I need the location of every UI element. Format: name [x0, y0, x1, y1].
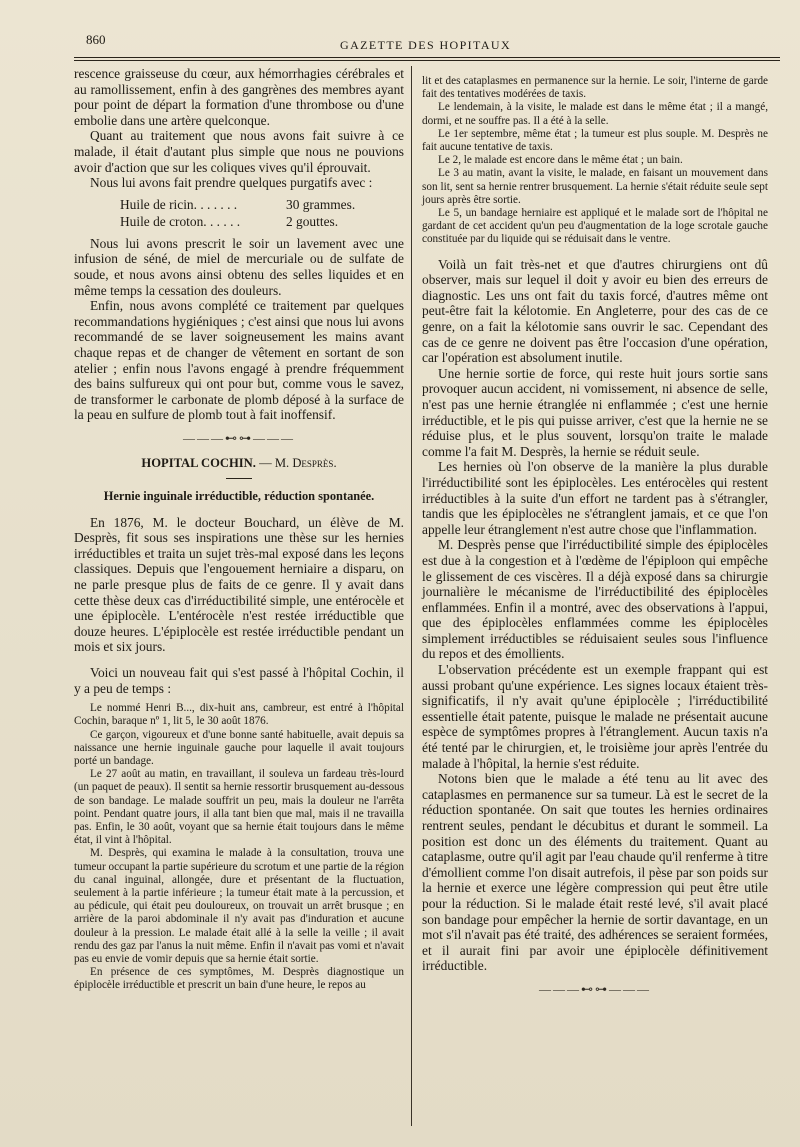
paragraph: Voilà un fait très-net et que d'autres chirurgiens ont dû observer, mais sur lequel il doit y avoir eu bien des erreurs de diagnostic. Les uns ont fait du taxis forcé, d'autres même ont peut-être fait la kélotomie. En Angleterre, pour des cas de ce genre, on a fait la kélotomie sans ouvrir le sac. Cependant des cas de ce genre ne doivent pas être l'occasion d'une opération, car l'opération est absolument inutile. — [422, 256, 768, 366]
section-ornament: ———⊷⊶——— — [539, 981, 651, 996]
hospital-heading — [74, 456, 404, 472]
running-head: GAZETTE DES HOPITAUX — [340, 38, 512, 52]
right-column — [422, 75, 768, 1008]
header-rule — [74, 57, 780, 58]
case-note: Le 2, le malade est encore dans le même état ; un bain. — [438, 154, 683, 167]
paragraph: M. Desprès pense que l'irréductibilité simple des épiplocèles est due à la congestion et à l'œdème de l'épiploon qui empêche le glissement de ces viscères. Il a déjà exposé dans sa chirurgie journalière le mécanisme de l'irréductibilité des épiplocèles enflammées. Enfin il a montré, avec des observations à l'appui, que des épiplocèles enflammées comme les épiplocèles simplement irréductibles se réduisaient seules sous l'influence du repos et des émollients. — [422, 537, 768, 662]
paragraph: Nous lui avons prescrit le soir un lavement avec une infusion de séné, de miel de mercuriale ou de sulfate de soude, et nous avons ainsi obtenu des selles liquides et en même temps la cessation des douleurs. — [74, 235, 404, 298]
paragraph: Notons bien que le malade a été tenu au lit avec des cataplasmes en permanence sur sa tumeur. Là est le secret de la réduction spontanée. On sait que toutes les hernies ordinaires rentrent seules, pendant le décubitus et durant le sommeil. La position est donc un des éléments du traitement. Quant au cataplasme, outre qu'il agit par l'eau chaude qu'il renferme à titre d'émollient comme l'on disait autrefois, il pèse par son poids sur la hernie et exerce une légère compression qui peut être utile pour la réduction. Si le malade était resté levé, s'il avait placé son bandage pour empêcher la hernie de sortir davantage, en un mot s'il n'avait pas été traité, des adhérences se seraient formées, et il aurait fini par avoir une épiplocèle définitivement irréductible. — [422, 771, 768, 974]
recipe-line — [120, 196, 404, 213]
paragraph: Une hernie sortie de force, qui reste huit jours sortie sans provoquer aucun accident, ni vomissement, ni absence de selle, n'est pas une hernie étranglée ni enflammée ; c'est une hernie irréductible, et le pis qui puisse arriver, c'est que la hernie ne se réduise plus, et le plus souvent, lorsqu'on traite le malade comme l'a fait M. Desprès, la hernie se réduit seule. — [422, 365, 768, 459]
recipe — [120, 196, 404, 230]
hospital-name: HOPITAL COCHIN. — [141, 456, 256, 471]
column-divider — [411, 66, 412, 1126]
paragraph: L'observation précédente est un exemple frappant qui est aussi probant qu'une expérience. Les signes locaux étaient très-significatifs, il n'y avait qu'une épiplocèle ; l'irréductibilité essentielle était patente, puisque le malade ne présentait aucune espèce de symptômes propres à l'étranglement. Aucun taxis n'a été tenté par le chirurgien, et, le troisième jour après l'entrée du malade à l'hôpital, la hernie s'est réduite. — [422, 662, 768, 771]
recipe-drug: Huile de ricin. . . . . . . — [120, 196, 238, 212]
paragraph: Quant au traitement que nous avons fait suivre à ce malade, il était d'autant plus simple que nous ne pouvions avoir d'action que sur les coliques vives qu'il éprouvait. — [74, 128, 404, 175]
case-note: Le 5, un bandage herniaire est appliqué et le malade sort de l'hôpital ne gardant de cet accident qu'un peu d'augmentation de la loge scrotale gauche constituée par du liquide qui se réduisait dans le ventre. — [422, 207, 768, 246]
page-number: 860 — [86, 32, 106, 47]
recipe-dose: 2 gouttes. — [286, 213, 339, 229]
recipe-drug: Huile de croton. . . . . . — [120, 213, 241, 229]
hospital-doctor: — M. Desprès. — [259, 456, 337, 471]
recipe-line — [120, 213, 404, 230]
paragraph: Enfin, nous avons complété ce traitement par quelques recommandations hygiéniques ; c'est ainsi que nous lui avons recommandé de se laver soigneusement les mains avant chaque repas et de changer de vêtement en sortant de son atelier ; enfin nous l'avons engagé à prendre fréquemment des bains sulfureux qui ont pour but, comme vous le savez, de transformer le carbonate de plomb déposé à la surface de la peau en sulfure de plomb tout à fait inoffensif. — [74, 298, 404, 423]
paragraph: rescence graisseuse du cœur, aux hémorrhagies cérébrales et au ramollissement, enfin à des gangrènes des membres ayant pour point de départ la formation d'une thrombose ou d'une embolie dans une artère quelconque. — [74, 66, 404, 128]
paragraph: Nous lui avons fait prendre quelques purgatifs avec : — [90, 175, 373, 191]
case-note: lit et des cataplasmes en permanence sur la hernie. Le soir, l'interne de garde fait des tentatives modérées de taxis. — [422, 75, 768, 101]
recipe-dose: 30 grammes. — [286, 196, 356, 212]
paragraph: Les hernies où l'on observe de la manière la plus durable l'irréductibilité sont les épiplocèles. Les entérocèles qui restent irréductibles à la suite d'un effort ne tardent pas à s'étrangler, tandis que les épiplocèles ne s'étranglent jamais, et ce que l'on appelle leur étranglement n'est autre chose que l'inflammation. — [422, 459, 768, 537]
case-note: Le 27 août au matin, en travaillant, il souleva un fardeau très-lourd (un paquet de peaux). Il sentit sa hernie ressortir brusquement au-dessous de son bandage. Le malade souffrit un peu, mais la douleur ne l'arrêta point. Pendant quatre jours, il alla tant bien que mal, mais il ne travailla pas. Enfin, le 30 août, voyant que sa hernie était toujours dans le même état, il vint à l'hôpital. — [74, 768, 404, 847]
case-note: Le lendemain, à la visite, le malade est dans le même état ; il a mangé, dormi, et ne souffre pas. Il a été à la selle. — [422, 101, 768, 127]
short-rule — [226, 478, 252, 479]
section-ornament: ———⊷⊶——— — [183, 430, 295, 445]
case-note: Le nommé Henri B..., dix-huit ans, cambreur, est entré à l'hôpital Cochin, baraque nº 1, lit 5, le 30 août 1876. — [74, 702, 404, 728]
left-column — [74, 66, 404, 993]
case-note: Le 1er septembre, même état ; la tumeur est plus souple. M. Desprès ne fait aucune tentative de taxis. — [422, 127, 768, 154]
case-note: Ce garçon, vigoureux et d'une bonne santé habituelle, avait depuis sa naissance une hernie inguinale gauche pour laquelle il avait toujours porté un bandage. — [74, 728, 404, 767]
case-note: En présence de ces symptômes, M. Desprès diagnostique un épiplocèle irréductible et prescrit un bain d'une heure, le repos au — [74, 966, 404, 992]
case-note: Le 3 au matin, avant la visite, le malade, en faisant un mouvement dans son lit, sent sa hernie rentrer brusquement. La hernie s'était réduite seule sept jours après être sortie. — [422, 167, 768, 206]
paragraph: Voici un nouveau fait qui s'est passé à l'hôpital Cochin, il y a peu de temps : — [74, 665, 404, 696]
case-title: Hernie inguinale irréductible, réduction spontanée. — [103, 489, 375, 504]
paragraph: En 1876, M. le docteur Bouchard, un élève de M. Desprès, fit sous ses inspirations une thèse sur les hernies irréductibles et traita un sujet très-mal exposé dans les leçons classiques. Depuis que l'engouement herniaire a disparu, on ne parle presque plus de faits de ce genre. Il y avait dans cette thèse deux cas d'irréductibilité simple, une entérocèle et une épiplocèle. L'entérocèle n'est restée irréductible que douze heures. L'épiplocèle est restée irréductible pendant un mois et six jours. — [74, 514, 404, 655]
case-note: M. Desprès, qui examina le malade à la consultation, trouva une tumeur occupant la partie supérieure du scrotum et une partie de la région du canal inguinal, allongée, dure et présentant de la fluctuation, seulement à la partie inférieure ; la tumeur était mate à la percussion, et au pédicule, qui était peu douloureux, on trouvait un arrêt brusque ; en arrière de la paroi abdominale il n'y avait pas d'induration et aucune douleur à la pression. Le malade était allé à la selle la veille ; il avait rendu des gaz par l'anus la nuit même. Enfin il n'avait pas vomi et n'avait pas eu envie de vomir depuis que sa hernie était sortie. — [74, 847, 404, 966]
header-rule — [74, 60, 780, 61]
